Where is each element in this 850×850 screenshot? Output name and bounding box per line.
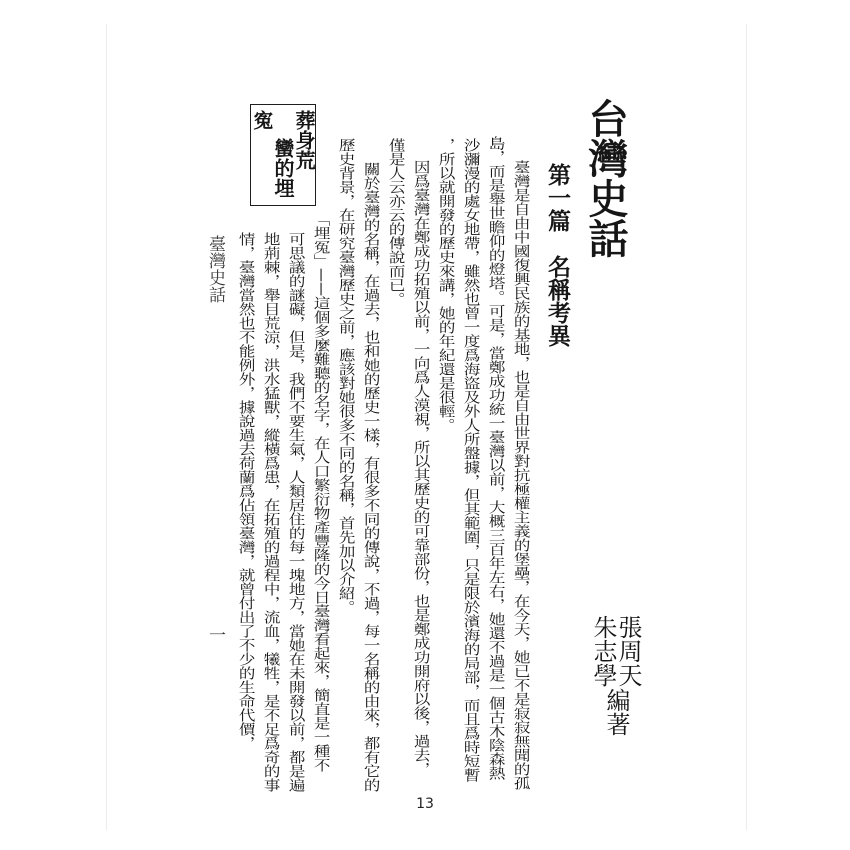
- margin-note-line: 葬身荒: [292, 110, 316, 170]
- text-column: 可思議的謎礙，但是，我們不要生氣，人類居住的每一塊地方，當她在未開發以前，都是遍: [286, 232, 306, 792]
- author-name: 張周天: [614, 615, 642, 687]
- text-column: 因爲臺灣在鄭成功拓殖以前，一向爲人漠視，所以其歷史的可靠部份，也是鄭成功開府以後，過去，: [411, 160, 431, 776]
- text-column: ，所以就開發的歷史來講，她的年紀還是很輕。: [436, 138, 456, 432]
- text-column: 島，而是舉世瞻仰的燈塔。可是，當鄭成功統一臺灣以前，大概三百年左右，她還不過是一個古木陰森熱: [486, 136, 506, 780]
- running-header: 臺灣史話: [205, 235, 225, 303]
- margin-note-box: [250, 104, 316, 206]
- author-name: 朱志學: [589, 615, 617, 687]
- author-role: 編著: [602, 688, 630, 736]
- text-column: 關於臺灣的名稱，在過去，也和她的歷史一樣，有很多不同的傳說，不過，每一名稱的由來，都有它的: [361, 162, 381, 792]
- page-edge-right: [746, 24, 747, 830]
- book-title: 台灣史話: [582, 98, 629, 258]
- folio: 一: [205, 626, 225, 643]
- text-column: 沙瀰漫的處女地帶，雖然也曾一度爲海盜及外人所盤據，但其範圍，只是限於濱海的局部，而且爲時短暫: [461, 138, 481, 782]
- page-edge-left: [106, 24, 107, 830]
- text-column: 地荊棘，舉目荒涼，洪水猛獸，縱橫爲患，在拓殖的過程中，流血，犧牲，是不足爲奇的事: [261, 232, 281, 792]
- text-column: 情，臺灣當然也不能例外，據說過去荷蘭爲佔領臺灣，就曾付出了不少的生命代價，: [236, 232, 256, 750]
- text-column: 僅是人云亦云的傳說而已。: [386, 138, 406, 306]
- page-number: 13: [416, 796, 434, 812]
- text-column: 「埋冤」——這個多麼難聽的名字，在人口繁衍物產豐隆的今日臺灣看起來，簡直是一種不: [311, 212, 331, 772]
- margin-note-line: 寃: [250, 110, 274, 130]
- text-column: 臺灣是自由中國復興民族的基地，也是自由世界對抗極權主義的堡壘，在今天，她已不是寂寂無聞的孤: [511, 160, 531, 790]
- margin-note-line: 蠻的埋: [271, 138, 295, 198]
- chapter-heading: 第一篇 名稱考異: [544, 163, 571, 347]
- text-column: 歷史背景，在研究臺灣歷史之前，應該對她很多不同的名稱，首先加以介紹。: [336, 138, 356, 614]
